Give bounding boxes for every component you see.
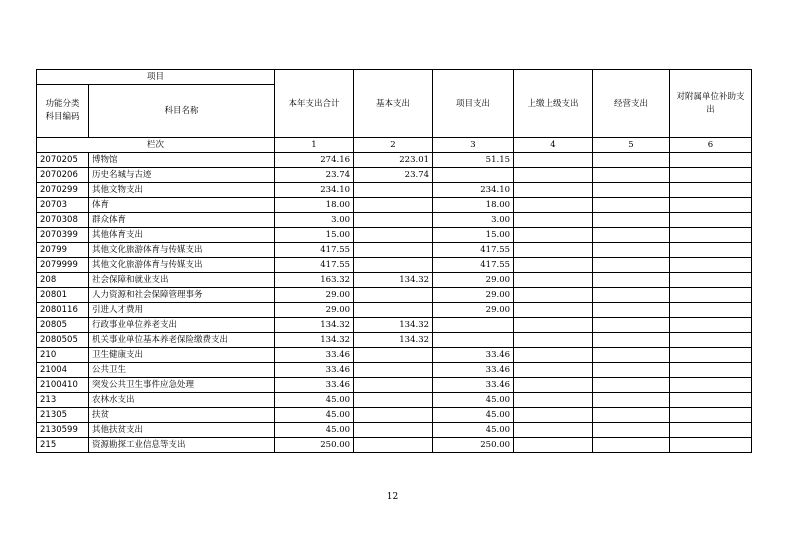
row-subsidy xyxy=(670,243,752,258)
row-basic xyxy=(354,213,433,228)
row-basic: 223.01 xyxy=(354,153,433,168)
row-basic xyxy=(354,393,433,408)
row-upper xyxy=(514,303,593,318)
row-subsidy xyxy=(670,378,752,393)
row-upper xyxy=(514,153,593,168)
row-code: 2080116 xyxy=(37,303,89,318)
row-operation xyxy=(593,423,670,438)
row-operation xyxy=(593,273,670,288)
row-operation xyxy=(593,363,670,378)
row-basic xyxy=(354,288,433,303)
row-subsidy xyxy=(670,303,752,318)
row-subsidy xyxy=(670,213,752,228)
row-name: 体育 xyxy=(89,198,275,213)
row-operation xyxy=(593,153,670,168)
header-total: 本年支出合计 xyxy=(275,70,354,138)
row-total: 33.46 xyxy=(275,363,354,378)
table-row xyxy=(37,378,752,393)
row-name: 公共卫生 xyxy=(89,363,275,378)
row-program: 29.00 xyxy=(433,273,514,288)
row-subsidy xyxy=(670,318,752,333)
row-total: 29.00 xyxy=(275,303,354,318)
row-basic xyxy=(354,438,433,453)
row-operation xyxy=(593,318,670,333)
row-name: 历史名城与古迹 xyxy=(89,168,275,183)
row-program: 18.00 xyxy=(433,198,514,213)
table-row xyxy=(37,408,752,423)
row-code: 2100410 xyxy=(37,378,89,393)
table-row xyxy=(37,258,752,273)
row-operation xyxy=(593,228,670,243)
row-operation xyxy=(593,243,670,258)
row-total: 29.00 xyxy=(275,288,354,303)
table-row xyxy=(37,288,752,303)
row-program: 29.00 xyxy=(433,303,514,318)
row-subsidy xyxy=(670,183,752,198)
header-row-project xyxy=(37,70,752,85)
row-operation xyxy=(593,348,670,363)
row-subsidy xyxy=(670,288,752,303)
table-row xyxy=(37,153,752,168)
row-name: 行政事业单位养老支出 xyxy=(89,318,275,333)
row-name: 扶贫 xyxy=(89,408,275,423)
row-program: 33.46 xyxy=(433,363,514,378)
row-upper xyxy=(514,228,593,243)
row-total: 234.10 xyxy=(275,183,354,198)
header-subsidy: 对附属单位补助支出 xyxy=(670,70,752,138)
row-basic xyxy=(354,243,433,258)
row-basic xyxy=(354,348,433,363)
row-subsidy xyxy=(670,198,752,213)
table-row xyxy=(37,198,752,213)
row-name: 其他体育支出 xyxy=(89,228,275,243)
row-code: 208 xyxy=(37,273,89,288)
row-subsidy xyxy=(670,393,752,408)
table-row xyxy=(37,348,752,363)
table-row xyxy=(37,333,752,348)
row-basic xyxy=(354,408,433,423)
row-basic xyxy=(354,423,433,438)
row-program: 45.00 xyxy=(433,393,514,408)
row-total: 23.74 xyxy=(275,168,354,183)
row-code: 2130599 xyxy=(37,423,89,438)
row-total: 33.46 xyxy=(275,378,354,393)
row-basic xyxy=(354,228,433,243)
row-code: 2070206 xyxy=(37,168,89,183)
row-upper xyxy=(514,288,593,303)
row-upper xyxy=(514,348,593,363)
table-row xyxy=(37,423,752,438)
header-name: 科目名称 xyxy=(89,85,275,138)
row-operation xyxy=(593,198,670,213)
row-subsidy xyxy=(670,273,752,288)
row-name: 机关事业单位基本养老保险缴费支出 xyxy=(89,333,275,348)
row-program: 33.46 xyxy=(433,348,514,363)
row-program xyxy=(433,318,514,333)
row-total: 134.32 xyxy=(275,318,354,333)
row-total: 3.00 xyxy=(275,213,354,228)
row-upper xyxy=(514,273,593,288)
row-total: 274.16 xyxy=(275,153,354,168)
col-num-4: 4 xyxy=(514,138,593,153)
row-name: 人力资源和社会保障管理事务 xyxy=(89,288,275,303)
row-code: 2070399 xyxy=(37,228,89,243)
row-upper xyxy=(514,183,593,198)
row-basic: 134.32 xyxy=(354,318,433,333)
row-basic xyxy=(354,258,433,273)
table-row xyxy=(37,273,752,288)
row-upper xyxy=(514,243,593,258)
row-name: 群众体育 xyxy=(89,213,275,228)
header-program: 项目支出 xyxy=(433,70,514,138)
row-name: 资源勘探工业信息等支出 xyxy=(89,438,275,453)
row-basic: 134.32 xyxy=(354,333,433,348)
row-code: 210 xyxy=(37,348,89,363)
table-row xyxy=(37,183,752,198)
row-name: 农林水支出 xyxy=(89,393,275,408)
row-total: 15.00 xyxy=(275,228,354,243)
row-code: 2070299 xyxy=(37,183,89,198)
row-code: 20703 xyxy=(37,198,89,213)
row-program: 234.10 xyxy=(433,183,514,198)
row-program: 3.00 xyxy=(433,213,514,228)
row-subsidy xyxy=(670,363,752,378)
row-upper xyxy=(514,408,593,423)
column-order-row xyxy=(37,138,752,153)
row-total: 417.55 xyxy=(275,258,354,273)
header-project: 项目 xyxy=(37,70,275,85)
row-program: 15.00 xyxy=(433,228,514,243)
row-upper xyxy=(514,318,593,333)
row-program: 29.00 xyxy=(433,288,514,303)
row-basic xyxy=(354,378,433,393)
row-total: 33.46 xyxy=(275,348,354,363)
col-num-1: 1 xyxy=(275,138,354,153)
row-total: 134.32 xyxy=(275,333,354,348)
row-code: 20799 xyxy=(37,243,89,258)
header-upper: 上缴上级支出 xyxy=(514,70,593,138)
row-program: 51.15 xyxy=(433,153,514,168)
row-subsidy xyxy=(670,423,752,438)
row-code: 213 xyxy=(37,393,89,408)
table-row xyxy=(37,213,752,228)
row-operation xyxy=(593,288,670,303)
row-code: 20805 xyxy=(37,318,89,333)
row-name: 其他文化旅游体育与传媒支出 xyxy=(89,258,275,273)
row-upper xyxy=(514,378,593,393)
table-row xyxy=(37,318,752,333)
row-subsidy xyxy=(670,408,752,423)
row-basic xyxy=(354,198,433,213)
row-upper xyxy=(514,423,593,438)
row-upper xyxy=(514,258,593,273)
row-operation xyxy=(593,213,670,228)
row-program xyxy=(433,168,514,183)
table-row xyxy=(37,243,752,258)
row-program: 417.55 xyxy=(433,243,514,258)
row-operation xyxy=(593,303,670,318)
row-basic xyxy=(354,183,433,198)
row-program: 45.00 xyxy=(433,423,514,438)
row-subsidy xyxy=(670,438,752,453)
table-row xyxy=(37,303,752,318)
row-subsidy xyxy=(670,228,752,243)
row-subsidy xyxy=(670,333,752,348)
row-subsidy xyxy=(670,348,752,363)
header-operation: 经营支出 xyxy=(593,70,670,138)
row-upper xyxy=(514,213,593,228)
row-code: 20801 xyxy=(37,288,89,303)
row-code: 215 xyxy=(37,438,89,453)
row-code: 21004 xyxy=(37,363,89,378)
row-operation xyxy=(593,258,670,273)
row-name: 社会保障和就业支出 xyxy=(89,273,275,288)
row-upper xyxy=(514,198,593,213)
row-program: 33.46 xyxy=(433,378,514,393)
row-operation xyxy=(593,168,670,183)
row-subsidy xyxy=(670,153,752,168)
row-name: 其他文化旅游体育与传媒支出 xyxy=(89,243,275,258)
row-basic: 23.74 xyxy=(354,168,433,183)
row-operation xyxy=(593,393,670,408)
row-name: 其他扶贫支出 xyxy=(89,423,275,438)
page-number: 12 xyxy=(386,492,399,502)
row-name: 引进人才费用 xyxy=(89,303,275,318)
column-order-label: 栏次 xyxy=(37,138,275,153)
table-row xyxy=(37,168,752,183)
row-basic xyxy=(354,363,433,378)
row-basic xyxy=(354,303,433,318)
row-code: 21305 xyxy=(37,408,89,423)
row-upper xyxy=(514,333,593,348)
row-basic: 134.32 xyxy=(354,273,433,288)
table-row xyxy=(37,228,752,243)
expenditure-table xyxy=(36,69,752,453)
row-name: 博物馆 xyxy=(89,153,275,168)
row-subsidy xyxy=(670,258,752,273)
row-program: 250.00 xyxy=(433,438,514,453)
row-code: 2070205 xyxy=(37,153,89,168)
row-total: 45.00 xyxy=(275,393,354,408)
col-num-2: 2 xyxy=(354,138,433,153)
row-total: 45.00 xyxy=(275,408,354,423)
row-upper xyxy=(514,168,593,183)
col-num-5: 5 xyxy=(593,138,670,153)
header-code: 功能分类 科目编码 xyxy=(37,85,89,138)
row-operation xyxy=(593,378,670,393)
row-operation xyxy=(593,408,670,423)
row-upper xyxy=(514,363,593,378)
table-row xyxy=(37,438,752,453)
table-row xyxy=(37,393,752,408)
row-program: 45.00 xyxy=(433,408,514,423)
header-basic: 基本支出 xyxy=(354,70,433,138)
row-operation xyxy=(593,333,670,348)
row-total: 163.32 xyxy=(275,273,354,288)
row-total: 45.00 xyxy=(275,423,354,438)
row-total: 417.55 xyxy=(275,243,354,258)
table-row xyxy=(37,363,752,378)
row-operation xyxy=(593,438,670,453)
row-upper xyxy=(514,438,593,453)
row-name: 其他文物支出 xyxy=(89,183,275,198)
row-upper xyxy=(514,393,593,408)
col-num-3: 3 xyxy=(433,138,514,153)
row-code: 2070308 xyxy=(37,213,89,228)
row-total: 250.00 xyxy=(275,438,354,453)
row-code: 2080505 xyxy=(37,333,89,348)
row-program xyxy=(433,333,514,348)
row-name: 突发公共卫生事件应急处理 xyxy=(89,378,275,393)
row-name: 卫生健康支出 xyxy=(89,348,275,363)
row-total: 18.00 xyxy=(275,198,354,213)
row-program: 417.55 xyxy=(433,258,514,273)
row-subsidy xyxy=(670,168,752,183)
row-code: 2079999 xyxy=(37,258,89,273)
row-operation xyxy=(593,183,670,198)
col-num-6: 6 xyxy=(670,138,752,153)
